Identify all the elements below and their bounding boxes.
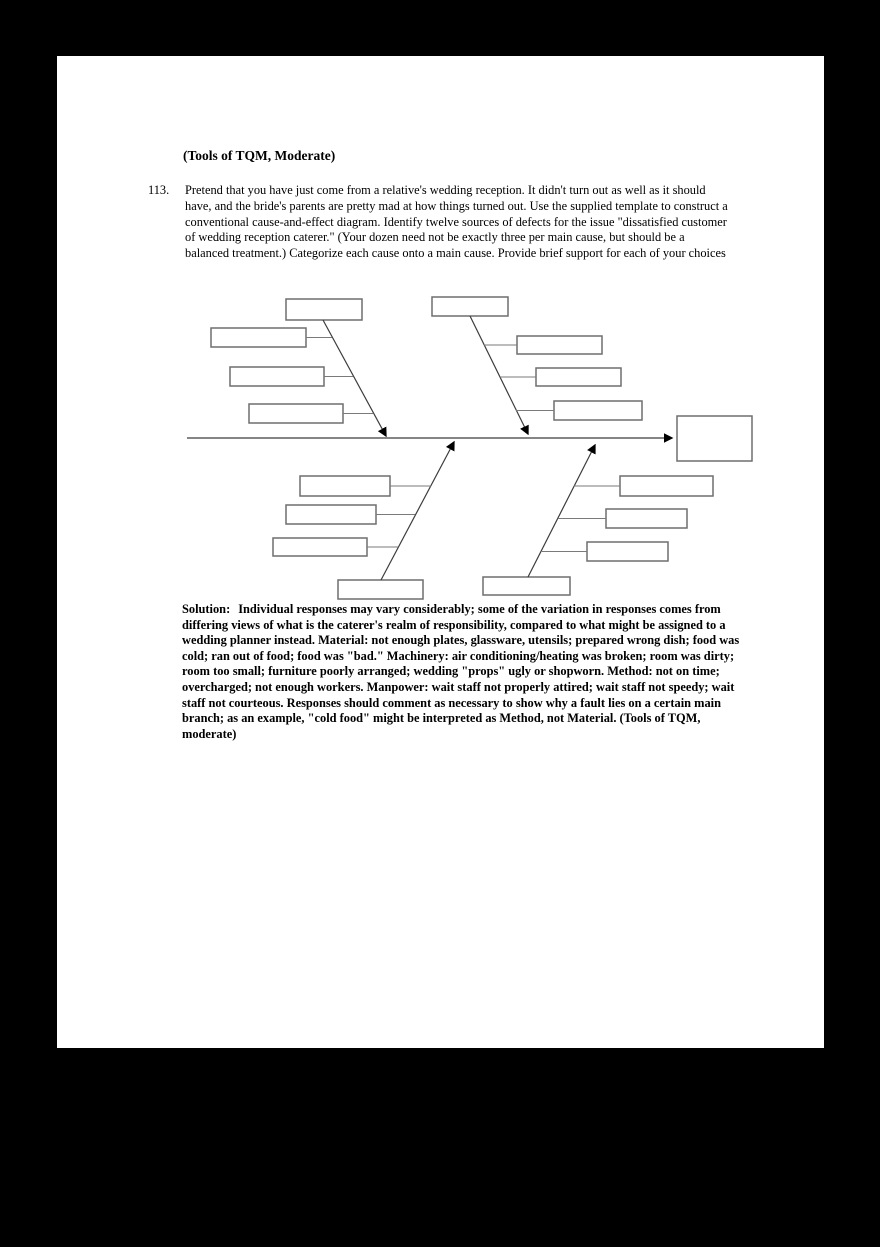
branch-bottom-left: [381, 442, 454, 580]
sub-cause-box: [517, 336, 602, 354]
cause-category-box-bottom-left: [338, 580, 423, 599]
solution-text: Individual responses may vary considerably; some of the variation in responses comes from differing views of what is the caterer's realm of responsibility, compared to what might be assigned to a wedding planner instead. Material: not enough plates, glassware, utensils; prepared wrong dish; food was cold; ran out of food; food was "bad." Machinery: air conditioning/heating was broken; room was dirty; room too small; furniture poorly arranged; wedding "props" ugly or shopworn. Method: not on time; overcharged; not enough workers. Manpower: wait staff not properly attired; wait staff not speedy; wait staff not courteous. Responses should comment as necessary to show why a fault lies on a certain main branch; as an example, "cold food" might be interpreted as Method, not Material. (Tools of TQM, moderate): [182, 602, 740, 741]
effect-box: [677, 416, 752, 461]
sub-cause-box: [273, 538, 367, 556]
sub-cause-box: [536, 368, 621, 386]
question-number: 113.: [148, 183, 170, 197]
question-text: Pretend that you have just come from a relative's wedding reception. It didn't turn out as well as it should have, and the bride's parents are pretty mad at how things turned out. Use the supplied template to construct a conventional cause-and-effect diagram. Identify twelve sources of defects for the issue "dissatisfied customer of wedding reception caterer." (Your dozen need not be exactly three per main cause, but should be a balanced treatment.) Categorize each cause onto a main cause. Provide brief support for each of your choices: [185, 183, 728, 261]
sub-cause-box: [606, 509, 687, 528]
solution-block: [182, 602, 748, 742]
branch-top-right: [470, 316, 528, 434]
fishbone-diagram: [183, 294, 758, 604]
sub-cause-box: [249, 404, 343, 423]
sub-cause-box: [587, 542, 668, 561]
sub-cause-box: [211, 328, 306, 347]
cause-category-box-top-left: [286, 299, 362, 320]
solution-label: Solution:: [182, 602, 231, 616]
question-block: [148, 183, 730, 262]
cause-category-box-bottom-right: [483, 577, 570, 595]
branch-bottom-right: [528, 445, 595, 577]
sub-cause-box: [230, 367, 324, 386]
sub-cause-box: [554, 401, 642, 420]
cause-category-box-top-right: [432, 297, 508, 316]
section-heading: (Tools of TQM, Moderate): [183, 148, 336, 163]
document-page: [57, 56, 824, 1048]
sub-cause-box: [286, 505, 376, 524]
sub-cause-box: [620, 476, 713, 496]
sub-cause-box: [300, 476, 390, 496]
